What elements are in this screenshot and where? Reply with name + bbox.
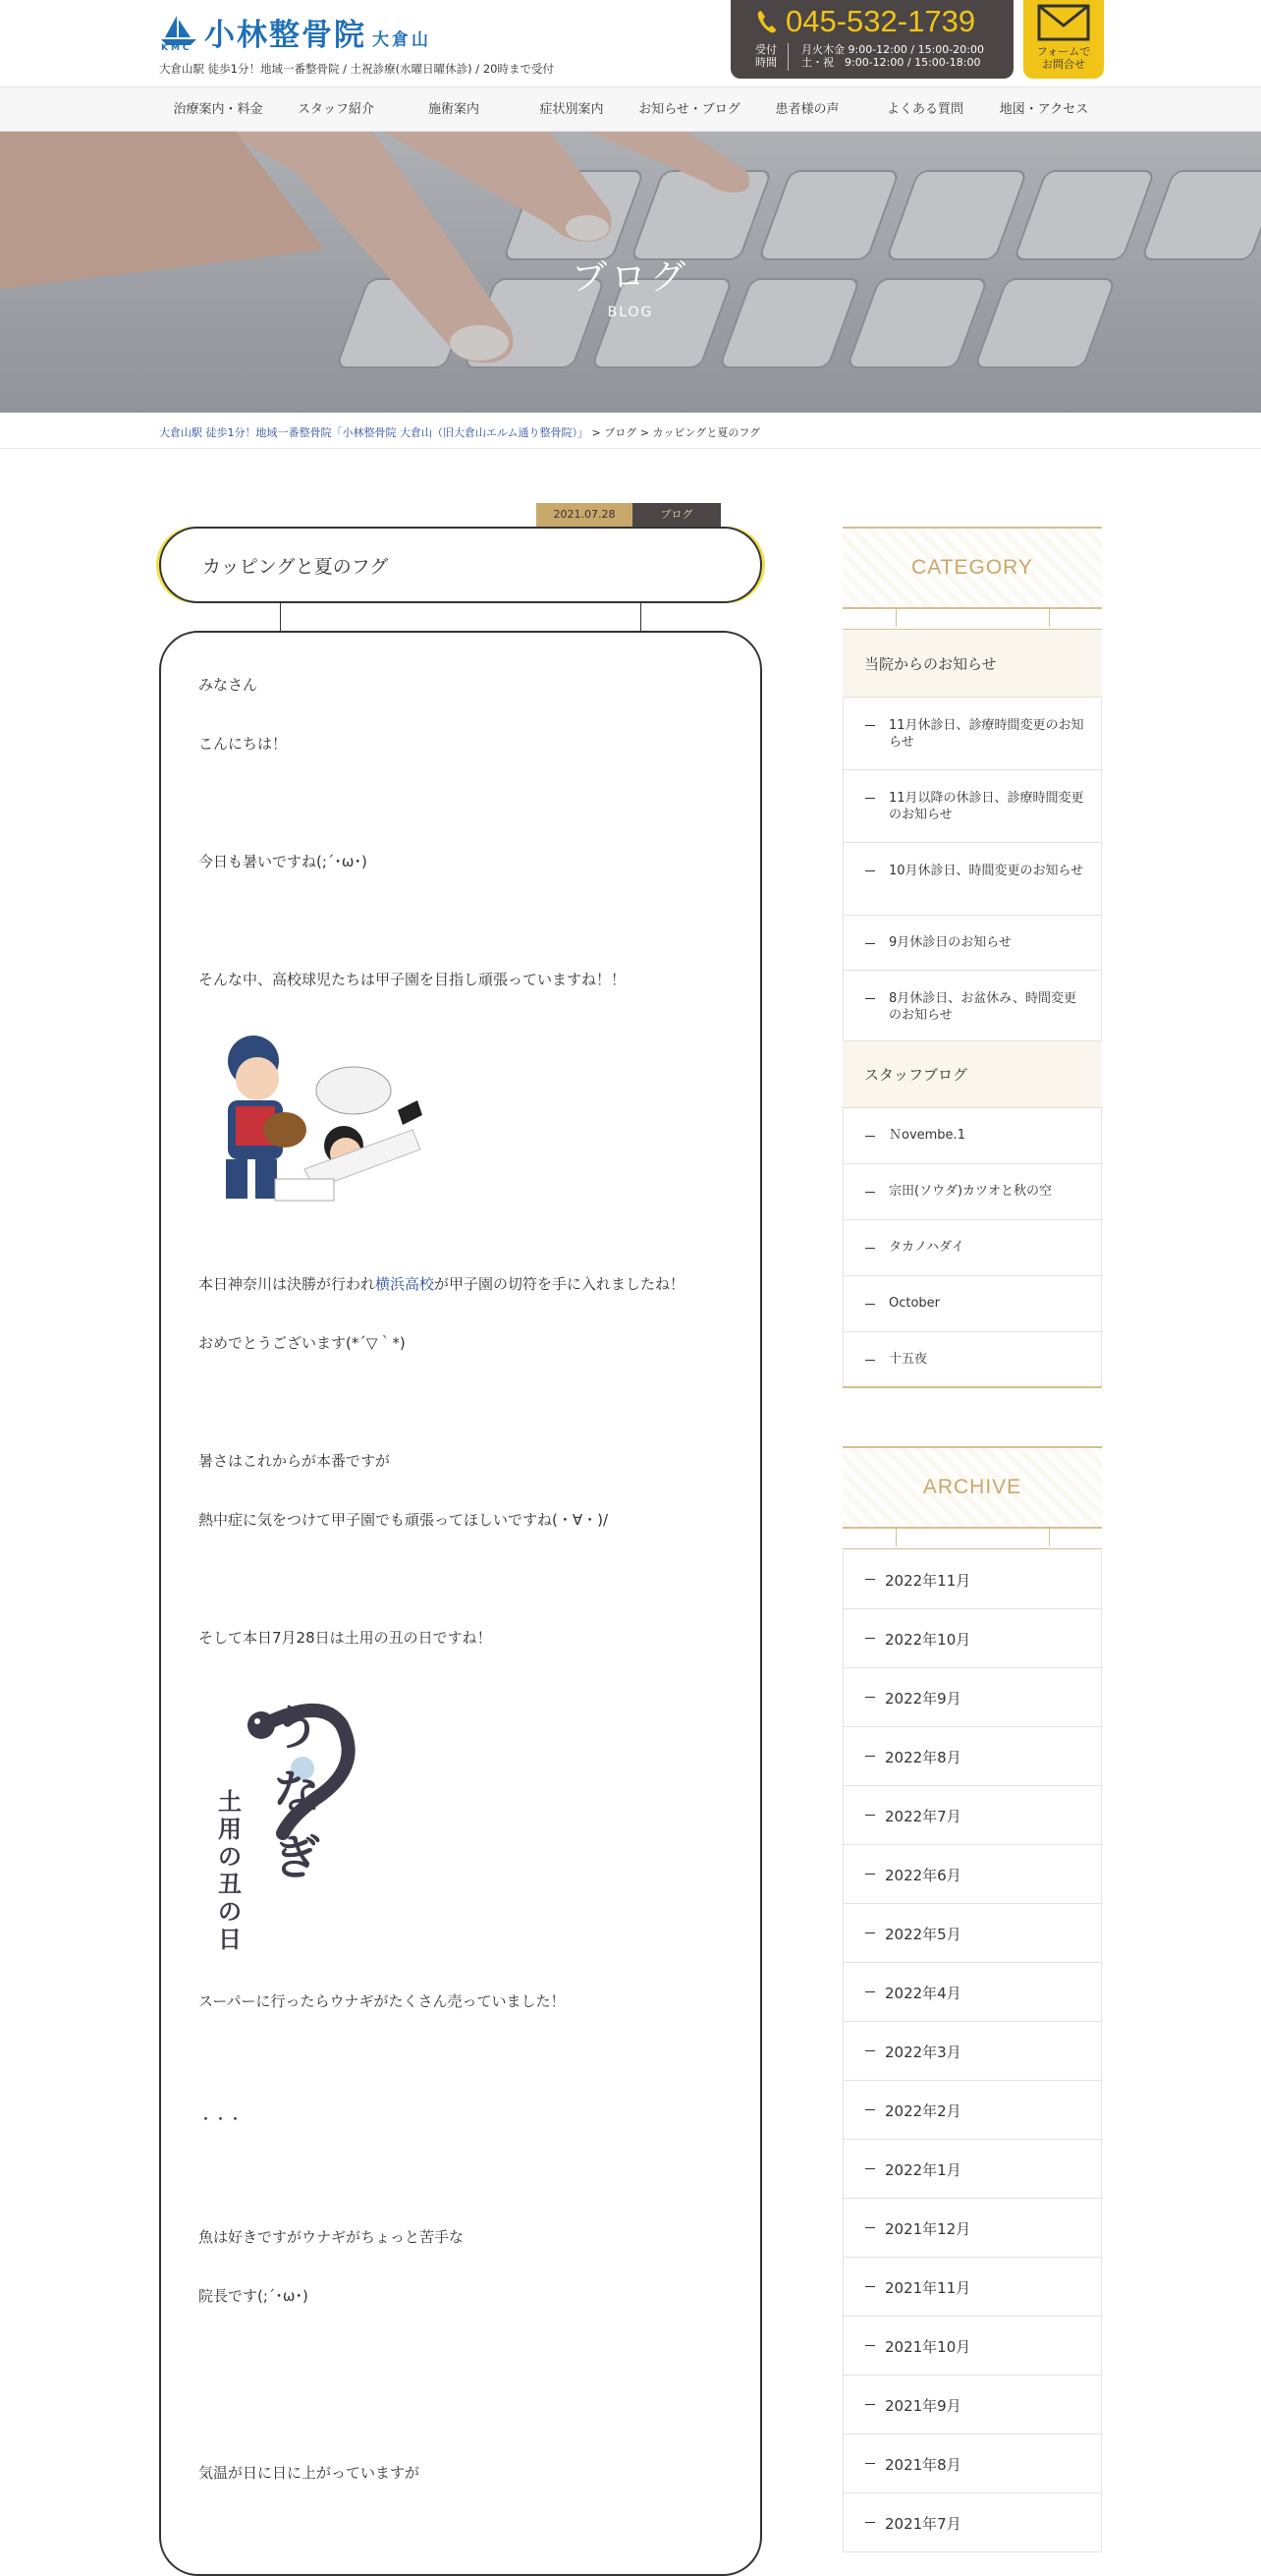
dash-icon (865, 2109, 875, 2110)
post-paragraph: 院長です(;´･ω･) (198, 2287, 308, 2305)
archive-heading-box (843, 1446, 1102, 1529)
dash-icon (865, 1304, 875, 1305)
dash-icon (865, 2227, 875, 2228)
breadcrumb-current: カッピングと夏のフグ (652, 426, 761, 439)
dash-icon (865, 2345, 875, 2346)
unagi-main-text: うなぎ (273, 1701, 321, 1885)
dash-icon (865, 1360, 875, 1361)
yokohama-high-link[interactable]: 横浜高校 (375, 1275, 435, 1293)
nav-item-faq[interactable]: よくある質問 (886, 102, 963, 117)
header-tagline: 大倉山駅 徒歩1分！地域一番整骨院 / 土祝診療(水曜日曜休診) / 20時まで受付 (159, 62, 554, 76)
heading-tick (1049, 1529, 1050, 1546)
dash-icon (865, 1756, 875, 1757)
dash-icon (865, 2404, 875, 2405)
sidebar-blog-item-label: October (889, 1296, 941, 1311)
archive-item-label: 2022年11月 (885, 1572, 971, 1590)
archive-item-label: 2021年9月 (885, 2397, 961, 2415)
archive-item[interactable] (843, 1550, 1102, 1609)
post-text: が甲子園の切符を手に入れましたね！ (434, 1275, 685, 1293)
archive-item[interactable] (843, 1609, 1102, 1668)
dash-icon (865, 870, 875, 871)
mail-label-line-1: フォームで (1036, 45, 1091, 58)
title-connector-right (640, 603, 641, 631)
category-bottom-rule (843, 1386, 1102, 1388)
sidebar-blog-item[interactable] (843, 1220, 1102, 1276)
dash-icon (865, 1991, 875, 1992)
hours-weekend: 土・祝 9:00-12:00 / 15:00-18:00 (801, 56, 981, 69)
opening-hours (801, 43, 984, 69)
dash-icon (865, 1932, 875, 1933)
dash-icon (865, 1136, 875, 1137)
hours-label-line-2: 時間 (755, 56, 777, 69)
post-paragraph: そして本日7月28日は土用の丑の日ですね！ (198, 1629, 492, 1647)
archive-item[interactable] (843, 2081, 1102, 2140)
post-paragraph: おめでとうございます(*´▽｀*) (198, 1334, 406, 1352)
archive-item[interactable] (843, 2435, 1102, 2493)
breadcrumb (159, 424, 760, 440)
category-group-news[interactable]: 当院からのお知らせ (843, 631, 1102, 698)
sidebar-news-item[interactable] (843, 971, 1102, 1041)
archive-item-label: 2021年8月 (885, 2456, 961, 2474)
archive-rule (843, 1548, 1102, 1549)
sidebar-blog-item[interactable] (843, 1108, 1102, 1164)
sidebar-news-item-label: 11月以降の休診日、診療時間変更のお知らせ (889, 791, 1084, 822)
sidebar-news-item[interactable] (843, 770, 1102, 843)
post-paragraph: 気温が日に日に上がっていますが (198, 2464, 420, 2482)
dash-icon (865, 1815, 875, 1816)
hours-label-line-1: 受付 (755, 43, 777, 56)
archive-item[interactable] (843, 2376, 1102, 2435)
post-paragraph: こんにちは！ (198, 735, 288, 753)
phone-contact-box[interactable] (731, 0, 1014, 79)
baseball-slide-illustration (196, 1032, 432, 1218)
unagi-side-text: 土用の丑の日 (218, 1788, 242, 1953)
sidebar-blog-item-label: Ｎovembe.1 (889, 1128, 965, 1143)
archive-item[interactable] (843, 1845, 1102, 1904)
archive-item[interactable] (843, 1727, 1102, 1786)
archive-item-label: 2022年8月 (885, 1749, 961, 1766)
dash-icon (865, 943, 875, 944)
phone-number[interactable] (756, 4, 975, 39)
sidebar-news-item[interactable] (843, 843, 1102, 916)
phone-icon (756, 9, 778, 34)
sidebar-blog-item-label: 宗田(ソウダ)カツオと秋の空 (889, 1184, 1053, 1199)
ship-logo-icon (159, 14, 198, 55)
archive-item[interactable] (843, 2317, 1102, 2376)
nav-item-staff[interactable]: スタッフ紹介 (297, 102, 374, 117)
page-subtitle: BLOG (607, 305, 654, 320)
contact-form-button[interactable] (1023, 0, 1104, 79)
archive-item-label: 2021年11月 (885, 2279, 971, 2297)
archive-item-label: 2022年5月 (885, 1926, 961, 1943)
dash-icon (865, 1638, 875, 1639)
archive-item-label: 2021年12月 (885, 2220, 971, 2238)
archive-item-label: 2022年10月 (885, 1631, 971, 1649)
mail-icon (1037, 4, 1090, 41)
breadcrumb-divider (0, 448, 1261, 449)
mail-label-line-2: お問合せ (1042, 58, 1085, 71)
breadcrumb-separator: > (636, 426, 653, 439)
archive-item[interactable] (843, 2140, 1102, 2199)
heading-tick (896, 1529, 897, 1546)
post-paragraph: みなさん (198, 676, 258, 694)
category-heading: CATEGORY (911, 556, 1033, 579)
unagi-illustration (204, 1686, 381, 1953)
post-paragraph: 熱中症に気をつけて甲子園でも頑張ってほしいですね(・∀・)/ (198, 1511, 609, 1529)
nav-item-access[interactable]: 地図・アクセス (999, 102, 1089, 117)
archive-item-label: 2022年4月 (885, 1985, 961, 2002)
archive-item[interactable] (843, 1668, 1102, 1727)
sidebar-news-item-label: 10月休診日、時間変更のお知らせ (889, 864, 1084, 878)
archive-item[interactable] (843, 2258, 1102, 2317)
sidebar-news-item-label: 8月休診日、お盆休み、時間変更のお知らせ (889, 991, 1077, 1023)
archive-heading: ARCHIVE (922, 1476, 1022, 1498)
archive-item-label: 2022年9月 (885, 1690, 961, 1708)
title-connector-left (280, 603, 281, 631)
archive-item-label: 2022年2月 (885, 2102, 961, 2120)
main-nav (0, 86, 1261, 132)
phone-number-text: 045-532-1739 (786, 4, 976, 38)
heading-tick (896, 609, 897, 627)
archive-item-label: 2022年3月 (885, 2044, 961, 2061)
category-rule (843, 629, 1102, 630)
post-title-box (159, 527, 762, 603)
dash-icon (865, 1697, 875, 1698)
breadcrumb-blog[interactable]: ブログ (604, 426, 637, 439)
post-paragraph: 今日も暑いですね(;´･ω･) (198, 853, 367, 870)
sidebar-news-item-label: 9月休診日のお知らせ (889, 935, 1012, 950)
archive-item[interactable] (843, 1904, 1102, 1963)
sidebar-news-item[interactable] (843, 698, 1102, 770)
dash-icon (865, 998, 875, 999)
archive-item-label: 2022年6月 (885, 1867, 961, 1884)
post-date: 2021.07.28 (536, 503, 632, 527)
logo-subtitle: 大倉山 (372, 30, 431, 50)
sidebar-blog-item-label: 十五夜 (889, 1352, 928, 1367)
heading-tick (1049, 609, 1050, 627)
category-group-staff-blog[interactable]: スタッフブログ (843, 1041, 1102, 1108)
archive-item[interactable] (843, 2199, 1102, 2258)
dash-icon (865, 2168, 875, 2169)
nav-item-voices[interactable]: 患者様の声 (775, 102, 840, 117)
archive-item[interactable] (843, 1963, 1102, 2022)
archive-item[interactable] (843, 1786, 1102, 1845)
archive-item-label: 2022年1月 (885, 2161, 961, 2179)
post-paragraph: 魚は好きですがウナギがちょっと苦手な (198, 2228, 465, 2246)
nav-item-procedures[interactable]: 施術案内 (427, 102, 479, 117)
dash-icon (865, 1579, 875, 1580)
dash-icon (865, 2050, 875, 2051)
nav-item-treatment[interactable]: 治療案内・料金 (173, 102, 263, 117)
archive-item-label: 2022年7月 (885, 1808, 961, 1825)
sidebar-blog-item[interactable] (843, 1276, 1102, 1332)
category-heading-box (843, 527, 1102, 609)
post-title: カッピングと夏のフグ (202, 556, 389, 578)
post-body (159, 631, 762, 2576)
sidebar-blog-item-label: タカノハダイ (889, 1240, 964, 1255)
dash-icon (865, 1874, 875, 1875)
nav-item-symptoms[interactable]: 症状別案内 (539, 102, 604, 117)
post-paragraph: 暑さはこれからが本番ですが (198, 1452, 391, 1470)
dash-icon (865, 725, 875, 726)
sidebar-blog-item[interactable] (843, 1164, 1102, 1220)
archive-item-label: 2021年7月 (885, 2515, 961, 2533)
logo-title: 小林整骨院 (204, 18, 366, 53)
hours-label (752, 43, 780, 69)
post-paragraph: スーパーに行ったらウナギがたくさん売っていました！ (198, 1992, 566, 2010)
breadcrumb-home[interactable]: 大倉山駅 徒歩1分！地域一番整骨院「小林整骨院 大倉山（旧大倉山エルム通り整骨院）」 (159, 426, 589, 439)
dash-icon (865, 1192, 875, 1193)
archive-item-label: 2021年10月 (885, 2338, 971, 2356)
dash-icon (865, 2522, 875, 2523)
dash-icon (865, 2463, 875, 2464)
post-paragraph: そんな中、高校球児たちは甲子園を目指し頑張っていますね！！ (198, 971, 627, 988)
hours-divider (788, 43, 789, 71)
hero-banner (0, 132, 1261, 413)
archive-item[interactable] (843, 2493, 1102, 2552)
post-text: 本日神奈川は決勝が行われ (198, 1275, 376, 1293)
sidebar-news-item-label: 11月休診日、診療時間変更のお知らせ (889, 718, 1084, 750)
nav-item-news-blog[interactable]: お知らせ・ブログ (638, 102, 740, 117)
post-paragraph: ・・・ (198, 2110, 244, 2128)
dash-icon (865, 798, 875, 799)
contact-form-label (1023, 45, 1104, 71)
dash-icon (865, 1248, 875, 1249)
breadcrumb-separator: > (588, 426, 605, 439)
archive-item[interactable] (843, 2022, 1102, 2081)
site-header (0, 0, 1261, 86)
site-logo[interactable] (159, 14, 431, 55)
post-paragraph (198, 1273, 685, 1294)
hours-weekday: 月火木金 9:00-12:00 / 15:00-20:00 (801, 43, 984, 56)
logo-mark-text: KMC (161, 43, 192, 53)
dash-icon (865, 2286, 875, 2287)
page-title: ブログ (571, 257, 689, 298)
sidebar-blog-item[interactable] (843, 1332, 1102, 1387)
post-category[interactable]: ブログ (632, 503, 721, 527)
sidebar-news-item[interactable] (843, 916, 1102, 971)
